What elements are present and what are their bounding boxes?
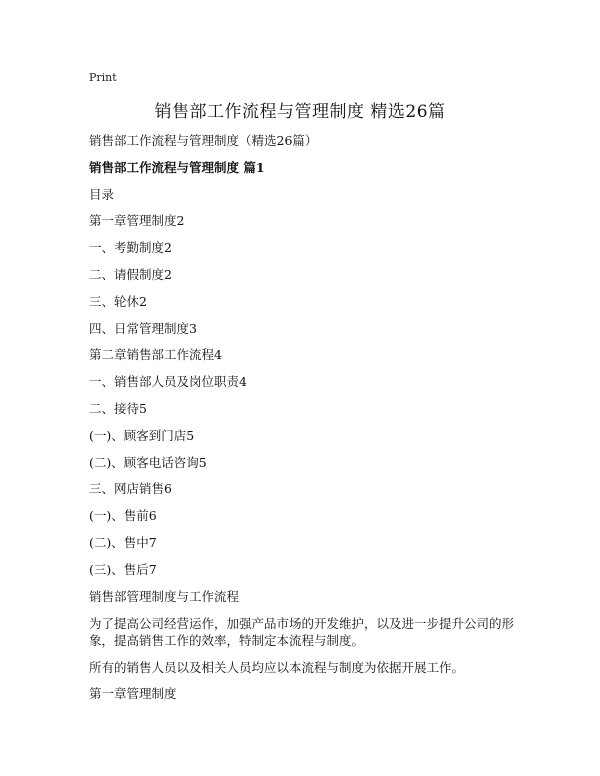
table-of-contents bbox=[89, 213, 519, 577]
toc-item: 二、接待5 bbox=[89, 400, 147, 416]
toc-item: 三、网店销售6 bbox=[89, 481, 172, 497]
toc-item: 一、销售部人员及岗位职责4 bbox=[89, 374, 247, 390]
section-heading: 销售部工作流程与管理制度 篇1 bbox=[89, 159, 265, 175]
sub-heading: 销售部管理制度与工作流程 bbox=[89, 588, 240, 604]
toc-item: 一、考勤制度2 bbox=[89, 240, 172, 256]
paragraph: 为了提高公司经营运作，加强产品市场的开发维护，以及进一步提升公司的形象，提高销售工作的效率，特制定本流程与制度。 bbox=[89, 616, 515, 649]
print-label: Print bbox=[89, 71, 117, 84]
document-subtitle: 销售部工作流程与管理制度（精选26篇） bbox=[89, 133, 318, 148]
toc-item: (一)、顾客到门店5 bbox=[89, 427, 195, 443]
toc-item: (三)、售后7 bbox=[89, 561, 157, 577]
toc-item: 第二章销售部工作流程4 bbox=[89, 347, 222, 363]
chapter-heading: 第一章管理制度 bbox=[89, 686, 177, 702]
page-title: 销售部工作流程与管理制度 精选26篇 bbox=[154, 102, 446, 122]
toc-item: (一)、售前6 bbox=[89, 508, 157, 524]
toc-item: (二)、顾客电话咨询5 bbox=[89, 454, 207, 470]
toc-item: 第一章管理制度2 bbox=[89, 213, 185, 229]
toc-item: 三、轮休2 bbox=[89, 293, 147, 309]
toc-item: (二)、售中7 bbox=[89, 534, 157, 550]
toc-item: 二、请假制度2 bbox=[89, 266, 172, 282]
toc-label: 目录 bbox=[89, 186, 115, 202]
paragraph: 所有的销售人员以及相关人员均应以本流程与制度为依据开展工作。 bbox=[89, 660, 465, 676]
document-body bbox=[89, 133, 519, 713]
toc-item: 四、日常管理制度3 bbox=[89, 320, 197, 336]
